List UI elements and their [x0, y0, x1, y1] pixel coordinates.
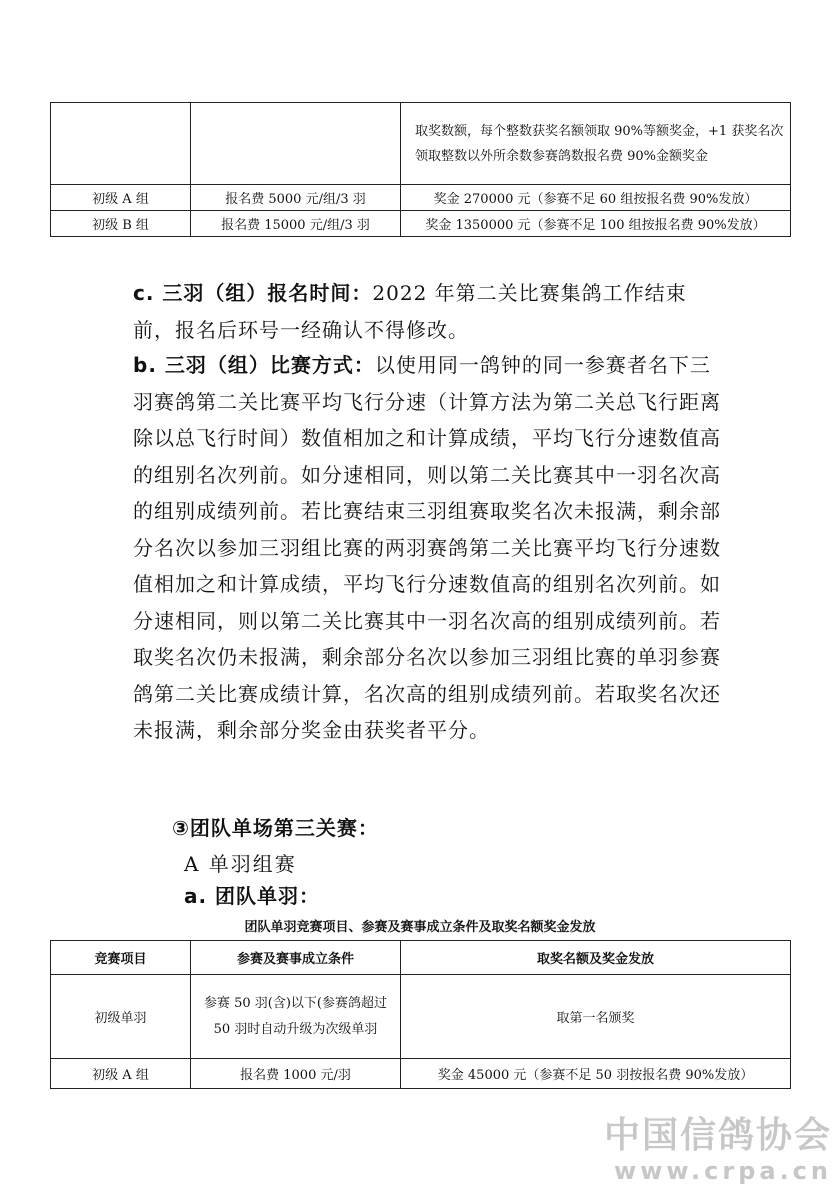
column-header: 取奖名额及奖金发放	[401, 941, 791, 975]
watermark-url: www.crpa.cn	[614, 1157, 832, 1185]
award-table-continued	[50, 102, 791, 237]
paragraph-text: 以使用同一鸽钟的同一参赛者名下三羽赛鸽第二关比赛平均飞行分速（计算方法为第二关总飞行距离除以总飞行时间）数值相加之和计算成绩，平均飞行分速数值高的组别名次列前。如分速相同，则以第二关比赛其中一羽名次高的组别成绩列前。若比赛结束三羽组赛取奖名次未报满，剩余部分名次以参加三羽组比赛的两羽赛鸽第二关比赛平均飞行分速数值相加之和计算成绩，平均飞行分速数值高的组别名次列前。如分速相同，则以第二关比赛其中一羽名次高的组别成绩列前。若取奖名次仍未报满，剩余部分名次以参加三羽组比赛的单羽参赛鸽第二关比赛成绩计算，名次高的组别成绩列前。若取奖名次还未报满，剩余部分奖金由获奖者平分。	[133, 353, 721, 742]
table-cell-award: 奖金 1350000 元（参赛不足 100 组按报名费 90%发放）	[401, 211, 791, 237]
table-cell-project: 初级 A 组	[51, 185, 191, 211]
paragraph-label: c. 三羽（组）报名时间：	[133, 281, 373, 305]
table-cell-condition	[191, 103, 401, 185]
table-cell-project: 初级 B 组	[51, 211, 191, 237]
subsection-heading: A 单羽组赛	[184, 852, 297, 876]
table-cell-project: 初级 A 组	[51, 1059, 191, 1089]
section-heading: ③团队单场第三关赛：	[172, 816, 379, 840]
table-cell-project	[51, 103, 191, 185]
watermark	[604, 1116, 832, 1186]
watermark-title: 中国信鸽协会	[603, 1115, 832, 1156]
table-row	[51, 975, 791, 1059]
registration-time-paragraph	[133, 275, 723, 348]
table-cell-award: 奖金 270000 元（参赛不足 60 组按报名费 90%发放）	[401, 185, 791, 211]
table-cell-condition: 报名费 1000 元/羽	[191, 1059, 401, 1089]
table-cell-award: 奖金 45000 元（参赛不足 50 羽按报名费 90%发放）	[401, 1059, 791, 1089]
table-row	[51, 211, 791, 237]
column-header: 参赛及赛事成立条件	[191, 941, 401, 975]
table-caption: 团队单羽竞赛项目、参赛及赛事成立条件及取奖名额奖金发放	[244, 920, 596, 935]
table-cell-project: 初级单羽	[51, 975, 191, 1059]
table-cell-condition: 报名费 5000 元/组/3 羽	[191, 185, 401, 211]
table-cell-condition: 参赛 50 羽(含)以下(参赛鸽超过 50 羽时自动升级为次级单羽	[191, 975, 401, 1059]
table-row	[51, 103, 791, 185]
team-single-award-table	[50, 940, 791, 1089]
paragraph-text: 2022 年第二关比赛集鸽工作结束前，报名后环号一经确认不得修改。	[133, 281, 687, 342]
table-cell-award: 取第一名颁奖	[401, 975, 791, 1059]
competition-method-paragraph	[133, 347, 723, 749]
paragraph-label: b. 三羽（组）比赛方式：	[133, 353, 375, 377]
column-header: 竞赛项目	[51, 941, 191, 975]
table-cell-award-detail: 取奖数额，每个整数获奖名额领取 90%等额奖金，+1 获奖名次领取整数以外所余数参赛鸽数报名费 90%金额奖金	[401, 103, 791, 185]
table-cell-condition: 报名费 15000 元/组/3 羽	[191, 211, 401, 237]
subsection-heading-team-single: a. 团队单羽：	[184, 884, 321, 908]
table-row	[51, 185, 791, 211]
table-header-row	[51, 941, 791, 975]
table-row	[51, 1059, 791, 1089]
